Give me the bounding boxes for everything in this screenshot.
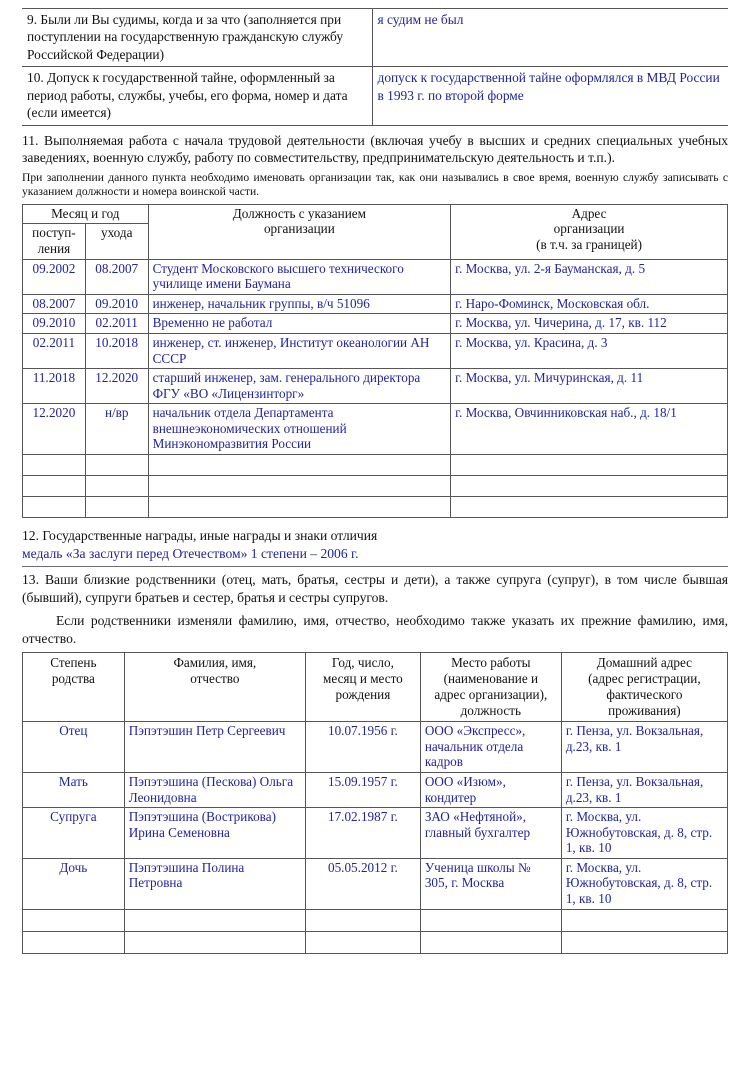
rel-col-relation [23, 653, 125, 722]
relative-work-empty[interactable] [420, 909, 561, 931]
work-start-date-empty[interactable] [23, 496, 86, 517]
work-col-address-line2: организации [553, 221, 625, 237]
relative-birth[interactable]: 15.09.1957 г. [306, 772, 421, 807]
work-start-date[interactable]: 11.2018 [23, 369, 86, 404]
rel-col-fio [124, 653, 305, 722]
table-row [23, 294, 728, 314]
section-12-title: 12. Государственные награды, иные награды и знаки отличия [22, 527, 378, 543]
relative-home[interactable]: г. Москва, ул. Южнобутовская, д. 8, стр. 1, кв. 10 [561, 808, 727, 859]
question-10-label: 10. Допуск к государственной тайне, оформленный за период работы, службы, учебы, его форма, номер и дата (если имеется) [22, 67, 372, 125]
table-row [23, 333, 728, 368]
table-row-empty [23, 909, 728, 931]
work-start-date-empty[interactable] [23, 475, 86, 496]
relative-relation-empty[interactable] [23, 909, 125, 931]
rel-col-work-line3: адрес организации), [434, 686, 548, 702]
work-position-empty[interactable] [148, 454, 450, 475]
relative-work[interactable]: ООО «Изюм», кондитер [420, 772, 561, 807]
work-table-header-row-1 [23, 204, 728, 224]
relative-birth[interactable]: 17.02.1987 г. [306, 808, 421, 859]
relative-work[interactable]: ООО «Экспресс», начальник отдела кадров [420, 722, 561, 773]
work-history-table [22, 204, 728, 518]
relatives-table [22, 652, 728, 953]
work-address[interactable]: г. Москва, ул. 2-я Бауманская, д. 5 [451, 259, 728, 294]
rel-col-birth-line3: рождения [335, 686, 391, 702]
work-col-address-line3: (в т.ч. за границей) [536, 237, 642, 253]
rel-col-relation-line1: Степень [50, 655, 97, 671]
table-row [23, 404, 728, 455]
work-position[interactable]: инженер, ст. инженер, Институт океанологии АН СССР [148, 333, 450, 368]
rel-col-home-line4: проживания) [608, 702, 681, 718]
section-11-title: 11. Выполняемая работа с начала трудовой деятельности (включая учебу в высших и средних специальных учебных заведениях, военную службу, работу по совместительству, предпринимательскую деятельность и т.п.). [22, 132, 728, 166]
rel-col-home-line1: Домашний адрес [596, 655, 693, 671]
rel-col-work-line1: Место работы [451, 655, 531, 671]
work-col-month-year: Месяц и год [23, 204, 149, 224]
relative-relation-empty[interactable] [23, 931, 125, 953]
work-end-date[interactable]: 09.2010 [85, 294, 148, 314]
work-start-date[interactable]: 09.2002 [23, 259, 86, 294]
work-start-date[interactable]: 02.2011 [23, 333, 86, 368]
work-col-position [148, 204, 450, 259]
relative-fio[interactable]: Пэпэтэшина (Вострикова) Ирина Семеновна [124, 808, 305, 859]
relative-home[interactable]: г. Пенза, ул. Вокзальная, д.23, кв. 1 [561, 722, 727, 773]
rel-col-home-line3: фактического [606, 686, 683, 702]
work-col-position-line1: Должность с указанием [232, 205, 366, 221]
relative-home[interactable]: г. Москва, ул. Южнобутовская, д. 8, стр. 1, кв. 10 [561, 858, 727, 909]
table-row-empty [23, 496, 728, 517]
work-position[interactable]: начальник отдела Департамента внешнеэкономических отношений Минэкономразвития России [148, 404, 450, 455]
table-row-empty [23, 454, 728, 475]
relative-home-empty[interactable] [561, 909, 727, 931]
table-row [23, 369, 728, 404]
table-row-empty [23, 475, 728, 496]
work-start-date[interactable]: 08.2007 [23, 294, 86, 314]
work-end-date[interactable]: н/вр [85, 404, 148, 455]
work-col-start-line1: поступ- [32, 225, 76, 241]
relative-home-empty[interactable] [561, 931, 727, 953]
relative-birth[interactable]: 05.05.2012 г. [306, 858, 421, 909]
table-row [23, 314, 728, 334]
relative-relation[interactable]: Отец [23, 722, 125, 773]
work-end-date[interactable]: 12.2020 [85, 369, 148, 404]
sections-9-10-table [22, 8, 728, 126]
table-row [23, 722, 728, 773]
table-row [23, 808, 728, 859]
rel-col-work-line4: должность [460, 702, 522, 718]
relative-fio[interactable]: Пэпэтэшина Полина Петровна [124, 858, 305, 909]
section-13-paragraph-1: 13. Ваши близкие родственники (отец, мать, братья, сестры и дети), а также супруга (супруг), в том числе бывшая (бывший), супруги братьев и сестер, братья и сестры супругов. [22, 572, 728, 605]
relative-birth-empty[interactable] [306, 931, 421, 953]
work-address[interactable]: г. Москва, ул. Мичуринская, д. 11 [451, 369, 728, 404]
relatives-table-header-row [23, 653, 728, 722]
work-start-date-empty[interactable] [23, 454, 86, 475]
work-end-date[interactable]: 02.2011 [85, 314, 148, 334]
relative-work[interactable]: ЗАО «Нефтяной», главный бухгалтер [420, 808, 561, 859]
work-position[interactable]: инженер, начальник группы, в/ч 51096 [148, 294, 450, 314]
table-row [23, 259, 728, 294]
rel-col-work-line2: (наименование и [443, 671, 539, 687]
work-col-position-line2: организации [263, 221, 335, 237]
relative-birth-empty[interactable] [306, 909, 421, 931]
rel-col-fio-line2: отчество [190, 671, 240, 687]
section-12-divider [22, 566, 728, 567]
table-row-empty [23, 931, 728, 953]
work-col-start-line2: ления [37, 241, 71, 257]
work-address-empty[interactable] [451, 496, 728, 517]
work-position[interactable]: Студент Московского высшего технического училище имени Баумана [148, 259, 450, 294]
table-row [23, 772, 728, 807]
work-end-date-empty[interactable] [85, 454, 148, 475]
relative-relation[interactable]: Мать [23, 772, 125, 807]
work-end-date-empty[interactable] [85, 475, 148, 496]
work-end-date[interactable]: 08.2007 [85, 259, 148, 294]
relative-work[interactable]: Ученица школы № 305, г. Москва [420, 858, 561, 909]
table-row [22, 9, 728, 67]
work-position-empty[interactable] [148, 496, 450, 517]
work-address-empty[interactable] [451, 475, 728, 496]
rel-col-birth [306, 653, 421, 722]
relative-fio-empty[interactable] [124, 909, 305, 931]
work-address[interactable]: г. Москва, ул. Чичерина, д. 17, кв. 112 [451, 314, 728, 334]
work-position[interactable]: старший инженер, зам. генерального директора ФГУ «ВО «Лицензинторг» [148, 369, 450, 404]
relative-work-empty[interactable] [420, 931, 561, 953]
rel-col-fio-line1: Фамилия, имя, [173, 655, 257, 671]
work-col-end: ухода [85, 224, 148, 259]
work-address[interactable]: г. Москва, ул. Красина, д. 3 [451, 333, 728, 368]
section-11-note: При заполнении данного пункта необходимо именовать организации так, как они назывались в свое время, военную службу записывать с указанием должности и номера воинской части. [22, 170, 728, 198]
relative-fio[interactable]: Пэпэтэшина (Пескова) Ольга Леонидовна [124, 772, 305, 807]
relative-relation[interactable]: Супруга [23, 808, 125, 859]
work-address[interactable]: г. Наро-Фоминск, Московская обл. [451, 294, 728, 314]
rel-col-birth-line2: месяц и место [323, 671, 403, 687]
work-address-empty[interactable] [451, 454, 728, 475]
work-position-empty[interactable] [148, 475, 450, 496]
question-9-label: 9. Были ли Вы судимы, когда и за что (заполняется при поступлении на государственную гражданскую службу Российской Федерации) [22, 9, 372, 67]
rel-col-birth-line1: Год, число, [331, 655, 394, 671]
section-13-paragraph-2: Если родственники изменяли фамилию, имя, отчество, необходимо также указать их прежние фамилию, имя, отчество. [22, 613, 728, 646]
relative-fio-empty[interactable] [124, 931, 305, 953]
rel-col-relation-line2: родства [51, 671, 95, 687]
table-row [23, 858, 728, 909]
table-row [22, 67, 728, 125]
work-col-address [451, 204, 728, 259]
section-12-answer[interactable]: медаль «За заслуги перед Отечеством» 1 степени – 2006 г. [22, 545, 359, 561]
relative-relation[interactable]: Дочь [23, 858, 125, 909]
question-10-answer[interactable]: допуск к государственной тайне оформлялся в МВД России в 1993 г. по второй форме [372, 67, 728, 125]
work-end-date-empty[interactable] [85, 496, 148, 517]
rel-col-work [420, 653, 561, 722]
work-start-date[interactable]: 09.2010 [23, 314, 86, 334]
work-col-start [23, 224, 86, 259]
rel-col-home [561, 653, 727, 722]
work-start-date[interactable]: 12.2020 [23, 404, 86, 455]
relative-fio[interactable]: Пэпэтэшин Петр Сергеевич [124, 722, 305, 773]
rel-col-home-line2: (адрес регистрации, [588, 671, 701, 687]
work-end-date[interactable]: 10.2018 [85, 333, 148, 368]
question-9-answer[interactable]: я судим не был [372, 9, 728, 67]
relative-home[interactable]: г. Пенза, ул. Вокзальная, д.23, кв. 1 [561, 772, 727, 807]
relative-birth[interactable]: 10.07.1956 г. [306, 722, 421, 773]
work-col-address-line1: Адрес [571, 205, 607, 221]
work-address[interactable]: г. Москва, Овчинниковская наб., д. 18/1 [451, 404, 728, 455]
work-position[interactable]: Временно не работал [148, 314, 450, 334]
